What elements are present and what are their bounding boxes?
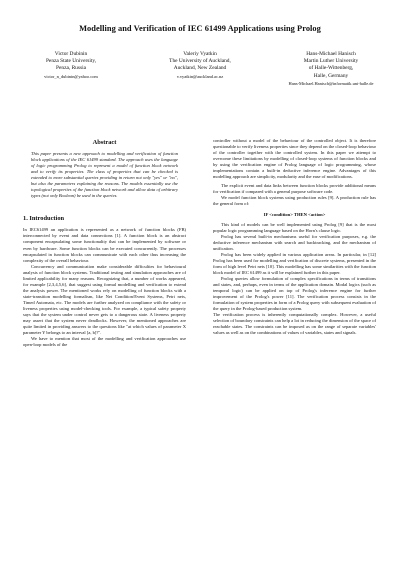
author-affiliation: Martin Luther University xyxy=(303,58,359,65)
author-location: of Halle-Wittenberg, xyxy=(308,65,354,72)
paragraph: controller without a model of the behaviour of the controlled object. It is therefore questionable to verify liveness properties since they depend on the closed-loop behaviour of the controller together with the controlled system. In this paper we attempt to overcome these limitations by modelling of closed-loop systems of function blocks and by using the verification engine of Prolog language of logic programming, whose implementations contain a built-in deductive inference engine. Advantages of this modelling approach are simplicity, modularity and the ease of modifications. xyxy=(213,138,376,180)
author-name: Valeriy Vyatkin xyxy=(183,51,217,57)
author-1 xyxy=(32,51,110,80)
production-rule: IF <condition> THEN <action> xyxy=(263,211,326,217)
author-location-2: Halle, Germany xyxy=(313,72,349,79)
abstract-heading: Abstract xyxy=(92,139,117,146)
paragraph: Concurrency and communication make considerable difficulties for behavioural analysis of function block systems. Traditional testing and simulation approaches are of limited applicability for many reasons. Recognizing that, a number of works appeared, for example [2,3,4,5,6], that suggest using formal modelling and verification to extend the analysis power. The mentioned works rely on modelling of function blocks with a state-transition modelling formalism, like Net Condition/Event Systems, Petri nets, Timed Automata, etc. The models are further analyzed on compliance with the safety or liveness properties using model-checking tools. For example, a typical safety property says that the system under control never gets to a dangerous state. A liveness property may assert that the system never deadlocks. However, the mentioned approaches are quite limited in providing answers to the questions like "at which values of parameter X parameter Y belongs to an interval [a, b]?". xyxy=(23,263,186,336)
author-location: Auckland, New Zealand xyxy=(173,65,227,72)
paragraph: The verification process is inherently computationally complex. However, a useful selection of boundary constraints can help a lot in reducing the dimension of the space of reachable states. The constraints can be imposed as on the range of separate variables' values as well as on the combinations of values of variables, states and signals. xyxy=(213,312,376,336)
author-affiliation: The University of Auckland, xyxy=(169,58,231,65)
author-name: Victor Dubinin xyxy=(54,51,88,57)
section-heading: 1. Introduction xyxy=(23,215,65,223)
author-block xyxy=(24,51,376,113)
author-location: Penza, Russia xyxy=(56,65,86,72)
abstract-text: This paper presents a new approach to modelling and verification of function block applications of the IEC 61499 standard. The approach uses the language of logic programming Prolog to represent a model of function block network and to verify its properties. The class of properties that can be checked is extended to more substantial queries providing in return not only "yes" or "no", but also the parameters explaining the reasons. The models essentially use the topological properties of the function block network and allow data of arbitrary types (not only Boolean) be used in the queries. xyxy=(31,151,178,199)
left-column xyxy=(23,134,186,559)
paragraph: The explicit event and data links between function blocks provide additional means for verification if compared with a general purpose software code. xyxy=(213,183,376,195)
paper-title: Modelling and Verification of IEC 61499 Applications using Prolog xyxy=(79,24,321,33)
paragraph: This kind of models can be well implemented using Prolog [9] that is the most popular logic programming language based on the Horn's clause logic. xyxy=(213,221,376,233)
paragraph: In IEC61499 an application is represented as a network of function blocks (FB) interconnected by event and data connections [1]. A function block is an abstract component encapsulating some functionality that can be implemented by software or even by hardware. Some function blocks can be executed concurrently. The processes encapsulated in function blocks can communicate with each other thus increasing the complexity of the overall behaviour. xyxy=(23,227,186,263)
paragraph: Prolog queries allow formulation of complex specifications in terms of transitions and states, and, perhaps, even in terms of the application domain. Modal logics (such as temporal logic) can be applied on top of Prolog's inference engine for further improvement of the Prolog's power [11]. The verification process consists in the formulation of system properties in form of a Prolog query with subsequent evaluation of the query in the Prolog-based production system. xyxy=(213,275,376,312)
right-column xyxy=(213,138,376,563)
author-email: Hans-Michael.Hanisch@informatik.uni-halle.de xyxy=(288,80,374,86)
paragraph: Prolog has been widely applied in various application areas. In particular, in [12] Prolog has been used for modelling and verification of discrete systems, presented in the form of high level Petri nets [10]. This modelling has some similarities with the function block model of IEC 61499 as it will be explained further in this paper. xyxy=(213,251,376,275)
paragraph: We have to mention that most of the modelling and verification approaches use open-loop models of the xyxy=(23,336,186,348)
author-email: v.vyatkin@auckland.ac.nz xyxy=(176,73,224,79)
paragraph: We model function block systems using production rules [9]. A production rule has the general form of: xyxy=(213,195,376,207)
author-3 xyxy=(286,51,376,87)
author-affiliation: Penza State University, xyxy=(45,58,97,65)
author-email: victor_n_dubinin@yahoo.com xyxy=(44,73,98,79)
author-2 xyxy=(148,51,252,80)
paragraph: Prolog has several built-in mechanisms useful for verification purposes, e.g. the deductive inference mechanism with search and backtracking, and the mechanism of unification. xyxy=(213,233,376,251)
author-name: Hans-Michael Hanisch xyxy=(306,51,356,57)
